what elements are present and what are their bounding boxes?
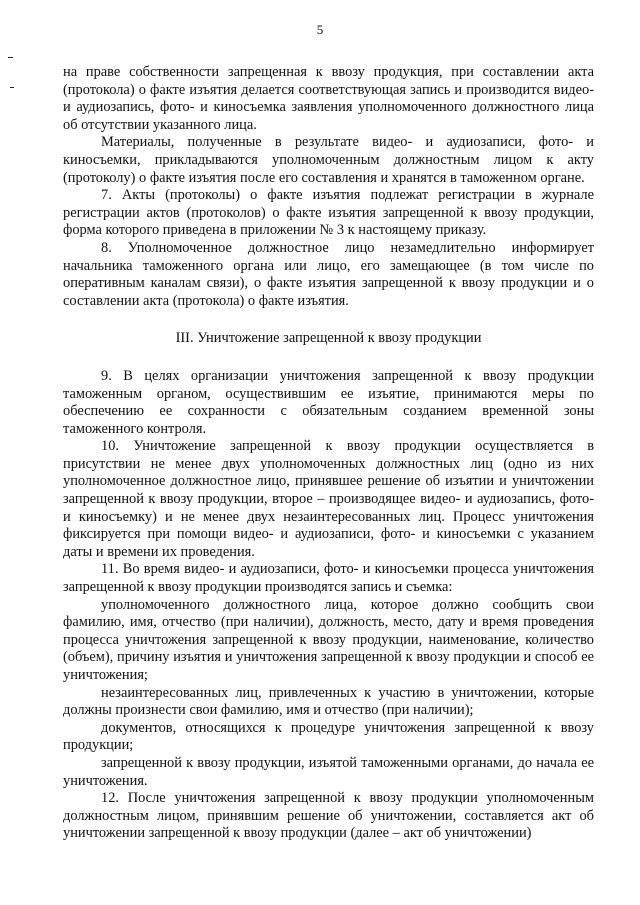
paragraph: 7. Акты (протоколы) о факте изъятия подлежат регистрации в журнале регистрации актов (протоколов) о факте изъятия запрещенной к ввозу продукции, форма которого приведена в приложении № 3 к настоящему приказу. [63,187,594,239]
paragraph: Материалы, полученные в результате видео- и аудиозаписи, фото- и киносъемки, прикладываются уполномоченным должностным лицом к акту (протоколу) о факте изъятия после его составления и хранятся в таможенном органе. [63,134,594,186]
document-body [63,64,594,843]
paragraph: запрещенной к ввозу продукции, изъятой таможенными органами, до начала ее уничтожения. [63,754,594,789]
paragraph: 10. Уничтожение запрещенной к ввозу продукции осуществляется в присутствии не менее двух уполномоченных должностных лиц (одно из них уполномоченное должностное лицо, принявшее решение об изъятии и уничтожении запрещенной к ввозу продукции, второе – производящее видео- и аудиозапись, фото- и киносъемку) и не менее двух незаинтересованных лиц. Процесс уничтожения фиксируется при помощи видео- и аудиозаписи, фото- и киносъемки с указанием даты и времени их проведения. [63,438,594,560]
paragraph: уполномоченного должностного лица, которое должно сообщить свои фамилию, имя, отчество (при наличии), должность, место, дату и время проведения процесса уничтожения запрещенной к ввозу продукции, наименование, количество (объем), причину изъятия и уничтожения запрещенной к ввозу продукции и способ ее уничтожения; [63,596,594,683]
paragraph: незаинтересованных лиц, привлеченных к участию в уничтожении, которые должны произнести свои фамилию, имя и отчество (при наличии); [63,684,594,719]
paragraph: 11. Во время видео- и аудиозаписи, фото- и киносъемки процесса уничтожения запрещенной к ввозу продукции производятся запись и съемка: [63,561,594,596]
scan-mark [10,87,14,88]
page-number: 5 [316,22,324,37]
paragraph: 12. После уничтожения запрещенной к ввозу продукции уполномоченным должностным лицом, принявшим решение об уничтожении, составляется акт об уничтожении запрещенной к ввозу продукции (далее – акт об уничтожении) [63,790,594,842]
paragraph: документов, относящихся к процедуре уничтожения запрещенной к ввозу продукции; [63,719,594,754]
scan-mark [8,57,13,58]
paragraph: 8. Уполномоченное должностное лицо незамедлительно информирует начальника таможенного органа или лицо, его замещающее (в том числе по оперативным каналам связи), о факте изъятия запрещенной к ввозу продукции и о составлении акта (протокола) о факте изъятия. [63,239,594,309]
paragraph: 9. В целях организации уничтожения запрещенной к ввозу продукции таможенным органом, осуществившим ее изъятие, принимаются меры по обеспечению ее сохранности с обязательным созданием временной зоны таможенного контроля. [63,367,594,437]
section-heading: III. Уничтожение запрещенной к ввозу продукции [175,330,482,347]
paragraph: на праве собственности запрещенная к ввозу продукция, при составлении акта (протокола) о факте изъятия делается соответствующая запись и производится видео- и аудиозапись, фото- и киносъемка заявления уполномоченного должностного лица об отсутствии указанного лица. [63,64,594,133]
